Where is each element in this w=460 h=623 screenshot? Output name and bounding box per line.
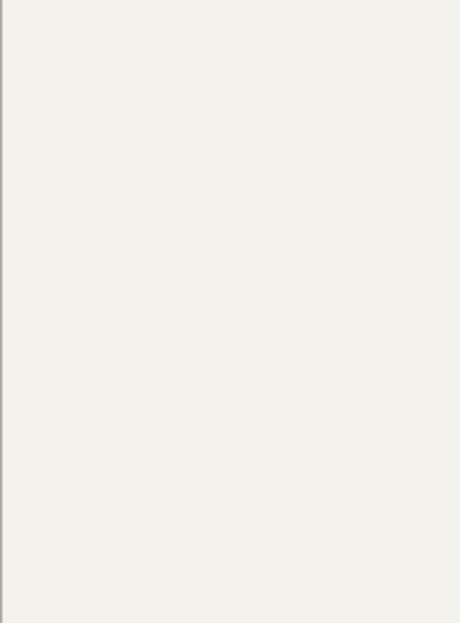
scan-edge-shadow: [0, 0, 3, 623]
